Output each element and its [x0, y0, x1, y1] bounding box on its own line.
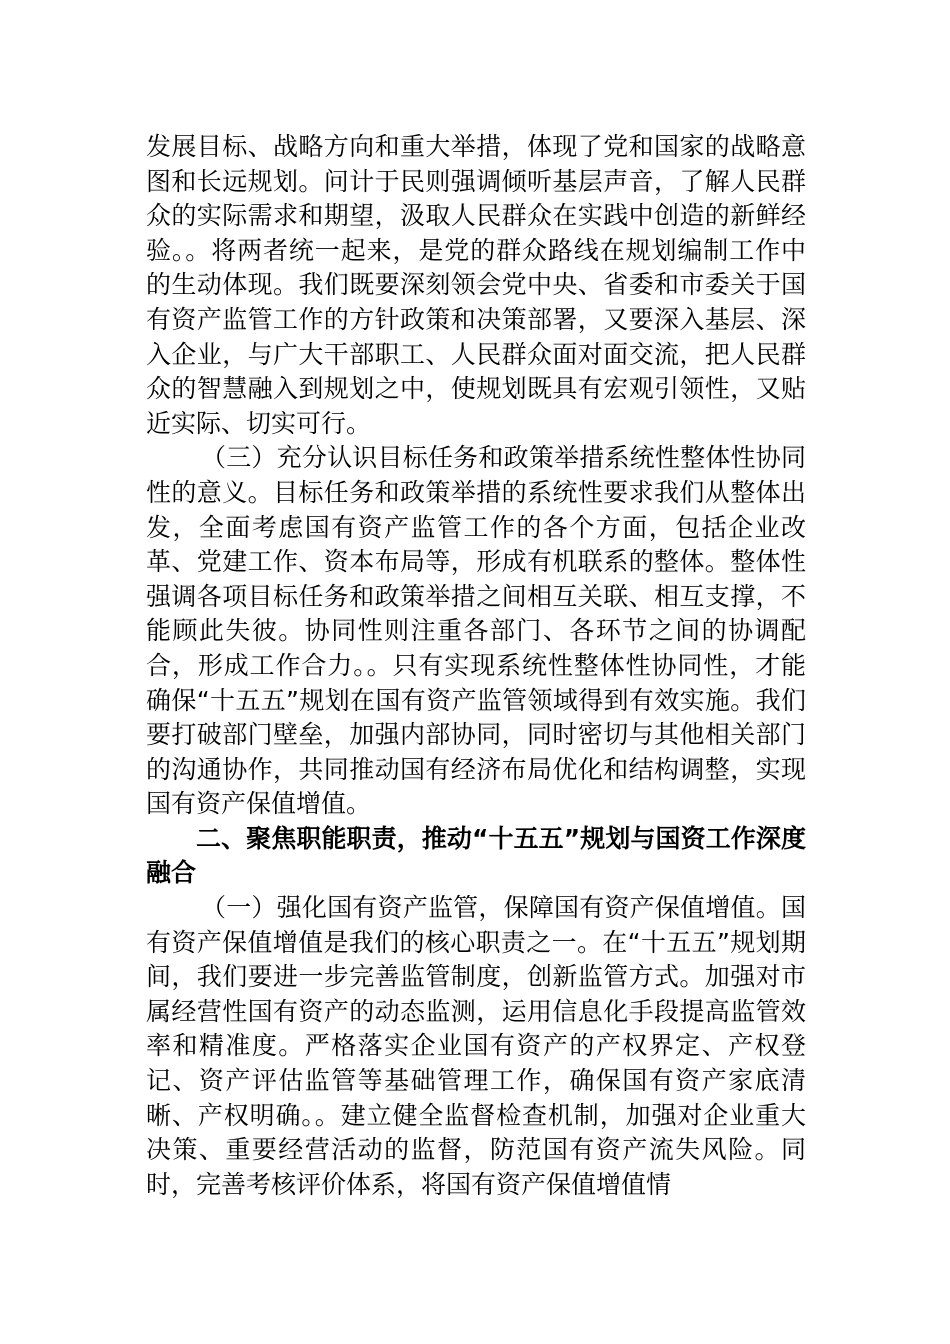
paragraph-section-three: （三）充分认识目标任务和政策举措系统性整体性协同性的意义。目标任务和政策举措的系统性要求我们从整体出发，全面考虑国有资产监管工作的各个方面，包括企业改革、党建工作、资本布局等，形成有机联系的整体。整体性强调各项目标任务和政策举措之间相互关联、相互支撑，不能顾此失彼。协同性则注重各部门、各环节之间的协调配合，形成工作合力。。只有实现系统性整体性协同性，才能确保“十五五”规划在国有资产监管领域得到有效实施。我们要打破部门壁垒，加强内部协同，同时密切与其他相关部门的沟通协作，共同推动国有经济布局优化和结构调整，实现国有资产保值增值。: [146, 443, 806, 819]
document-body: [146, 130, 806, 1202]
paragraph-continuation: 发展目标、战略方向和重大举措，体现了党和国家的战略意图和长远规划。问计于民则强调倾听基层声音，了解人民群众的实际需求和期望，汲取人民群众在实践中创造的新鲜经验。。将两者统一起来，是党的群众路线在规划编制工作中的生动体现。我们既要深刻领会党中央、省委和市委关于国有资产监管工作的方针政策和决策部署，又要深入基层、深入企业，与广大干部职工、人民群众面对面交流，把人民群众的智慧融入到规划之中，使规划既具有宏观引领性，又贴近实际、切实可行。: [146, 132, 806, 438]
paragraph-subsection-one: （一）强化国有资产监管，保障国有资产保值增值。国有资产保值增值是我们的核心职责之一。在“十五五”规划期间，我们要进一步完善监管制度，创新监管方式。加强对市属经营性国有资产的动态监测，运用信息化手段提高监管效率和精准度。严格落实企业国有资产的产权界定、产权登记、资产评估监管等基础管理工作，确保国有资产家底清晰、产权明确。。建立健全监督检查机制，加强对企业重大决策、重要经营活动的监督，防范国有资产流失风险。同时，完善考核评价体系，将国有资产保值增值情: [146, 893, 806, 1199]
section-heading-two: 二、聚焦职能职责，推动“十五五”规划与国资工作深度融合: [146, 823, 806, 888]
